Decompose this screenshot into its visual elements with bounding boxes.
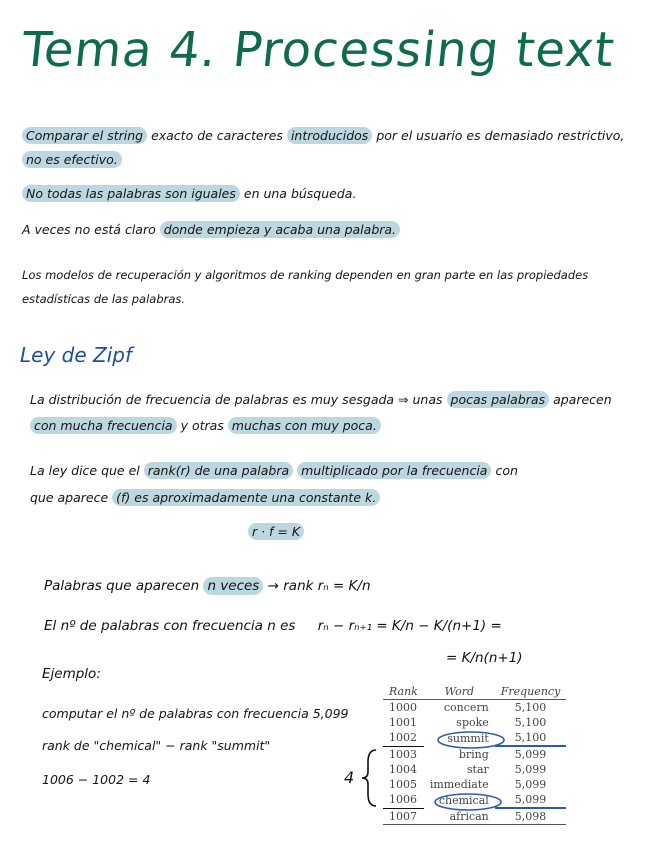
highlight-constante: (f) es aproximadamente una constante k. bbox=[112, 489, 380, 506]
rank-text: Palabras que aparecen bbox=[44, 578, 200, 594]
rank-text: El nº de palabras con frecuencia n es bbox=[44, 618, 296, 634]
cell-frequency: 5,098 bbox=[495, 808, 567, 825]
cell-rank: 1002 bbox=[383, 730, 424, 746]
zipf-text: que aparece bbox=[30, 490, 109, 505]
table-header-rank: Rank bbox=[383, 684, 424, 700]
page-title: Tema 4. Processing text bbox=[19, 22, 618, 78]
highlight-rank: rank(r) de una palabra bbox=[144, 462, 293, 479]
zipf-text: con bbox=[495, 463, 518, 478]
highlight-string: Comparar el string bbox=[22, 127, 147, 144]
cell-word: concern bbox=[443, 701, 489, 714]
circle-summit-annotation bbox=[435, 729, 507, 751]
zipf-line-1 bbox=[30, 392, 612, 407]
zipf-text: La distribución de frecuencia de palabras es muy sesgada ⇒ unas bbox=[30, 392, 443, 407]
cell-rank: 1000 bbox=[389, 701, 417, 714]
zipf-line-3 bbox=[30, 463, 518, 478]
rank-text: → rank rₙ = K/n bbox=[267, 578, 371, 594]
section-heading-zipf: Ley de Zipf bbox=[20, 343, 132, 367]
table-header-word: Word bbox=[424, 684, 495, 700]
cell-rank: 1003 bbox=[389, 747, 417, 761]
table-row bbox=[383, 762, 566, 777]
cell-rank: 1001 bbox=[389, 716, 417, 729]
cell-rank: 1005 bbox=[389, 778, 417, 791]
cell-frequency: 5,100 bbox=[514, 701, 547, 714]
rank-line-3: = K/n(n+1) bbox=[446, 650, 523, 666]
cell-word: star bbox=[466, 763, 489, 776]
table-header-row bbox=[383, 684, 566, 700]
zipf-text: La ley dice que el bbox=[30, 463, 140, 478]
highlight-palabras-iguales: No todas las palabras son iguales bbox=[22, 185, 240, 202]
cell-word: spoke bbox=[456, 716, 489, 729]
highlight-n-veces: n veces bbox=[203, 577, 263, 595]
highlight-empieza-acaba: donde empieza y acaba una palabra. bbox=[160, 221, 400, 238]
highlight-muy-poca: muchas con muy poca. bbox=[228, 417, 381, 434]
brace-label: 4 bbox=[344, 768, 355, 787]
intro-text: A veces no está claro bbox=[22, 222, 156, 237]
brace-icon bbox=[360, 748, 380, 808]
cell-word: african bbox=[424, 808, 495, 825]
zipf-line-4 bbox=[30, 490, 380, 505]
example-line-1: computar el nº de palabras con frecuencia 5,099 bbox=[42, 706, 349, 721]
example-line-2: rank de "chemical" − rank "summit" bbox=[42, 738, 271, 753]
highlight-mucha-frecuencia: con mucha frecuencia bbox=[30, 417, 177, 434]
table-header-frequency: Frequency bbox=[495, 684, 567, 700]
cell-word: summit bbox=[447, 731, 489, 745]
circle-chemical-annotation bbox=[432, 791, 504, 813]
intro-text: por el usuario es demasiado restrictivo, bbox=[376, 128, 625, 143]
table-row bbox=[383, 777, 566, 792]
cell-rank: 1004 bbox=[389, 763, 417, 776]
cell-word: immediate bbox=[429, 778, 489, 791]
intro-line-1 bbox=[22, 128, 624, 143]
cell-frequency: 5,099 bbox=[514, 748, 547, 761]
intro-text: en una búsqueda. bbox=[243, 186, 357, 201]
rank-line-2 bbox=[44, 618, 502, 634]
example-line-3: 1006 − 1002 = 4 bbox=[42, 772, 151, 787]
zipf-text: y otras bbox=[180, 418, 224, 433]
intro-line-6: estadísticas de las palabras. bbox=[22, 292, 186, 306]
rank-line-1 bbox=[44, 578, 371, 594]
intro-text: exacto de caracteres bbox=[151, 128, 283, 143]
cell-frequency: 5,099 bbox=[514, 763, 547, 776]
cell-word: chemical bbox=[438, 793, 489, 807]
highlight-pocas-palabras: pocas palabras bbox=[447, 391, 550, 408]
intro-line-2 bbox=[22, 152, 122, 167]
zipf-line-2 bbox=[30, 418, 381, 433]
highlight-multiplicado: multiplicado por la frecuencia bbox=[297, 462, 491, 479]
zipf-text: aparecen bbox=[553, 392, 612, 407]
cell-word: bring bbox=[458, 747, 489, 761]
intro-line-4 bbox=[22, 222, 400, 237]
rank-formula: rₙ − rₙ₊₁ = K/n − K/(n+1) = bbox=[317, 618, 502, 634]
cell-rank: 1007 bbox=[383, 808, 424, 825]
cell-frequency: 5,100 bbox=[495, 730, 567, 746]
table-row bbox=[383, 700, 566, 716]
cell-rank: 1006 bbox=[383, 792, 424, 808]
cell-frequency: 5,099 bbox=[514, 778, 547, 791]
zipf-formula bbox=[248, 524, 304, 539]
intro-line-3 bbox=[22, 186, 356, 201]
table-row bbox=[383, 715, 566, 730]
formula-rf-k: r · f = K bbox=[248, 523, 304, 540]
cell-frequency: 5,099 bbox=[495, 792, 567, 808]
cell-frequency: 5,100 bbox=[514, 716, 547, 729]
highlight-no-efectivo: no es efectivo. bbox=[22, 151, 122, 168]
intro-line-5: Los modelos de recuperación y algoritmos de ranking dependen en gran parte en las propiedades bbox=[22, 268, 589, 282]
highlight-introducidos: introducidos bbox=[287, 127, 372, 144]
example-label: Ejemplo: bbox=[42, 666, 101, 682]
